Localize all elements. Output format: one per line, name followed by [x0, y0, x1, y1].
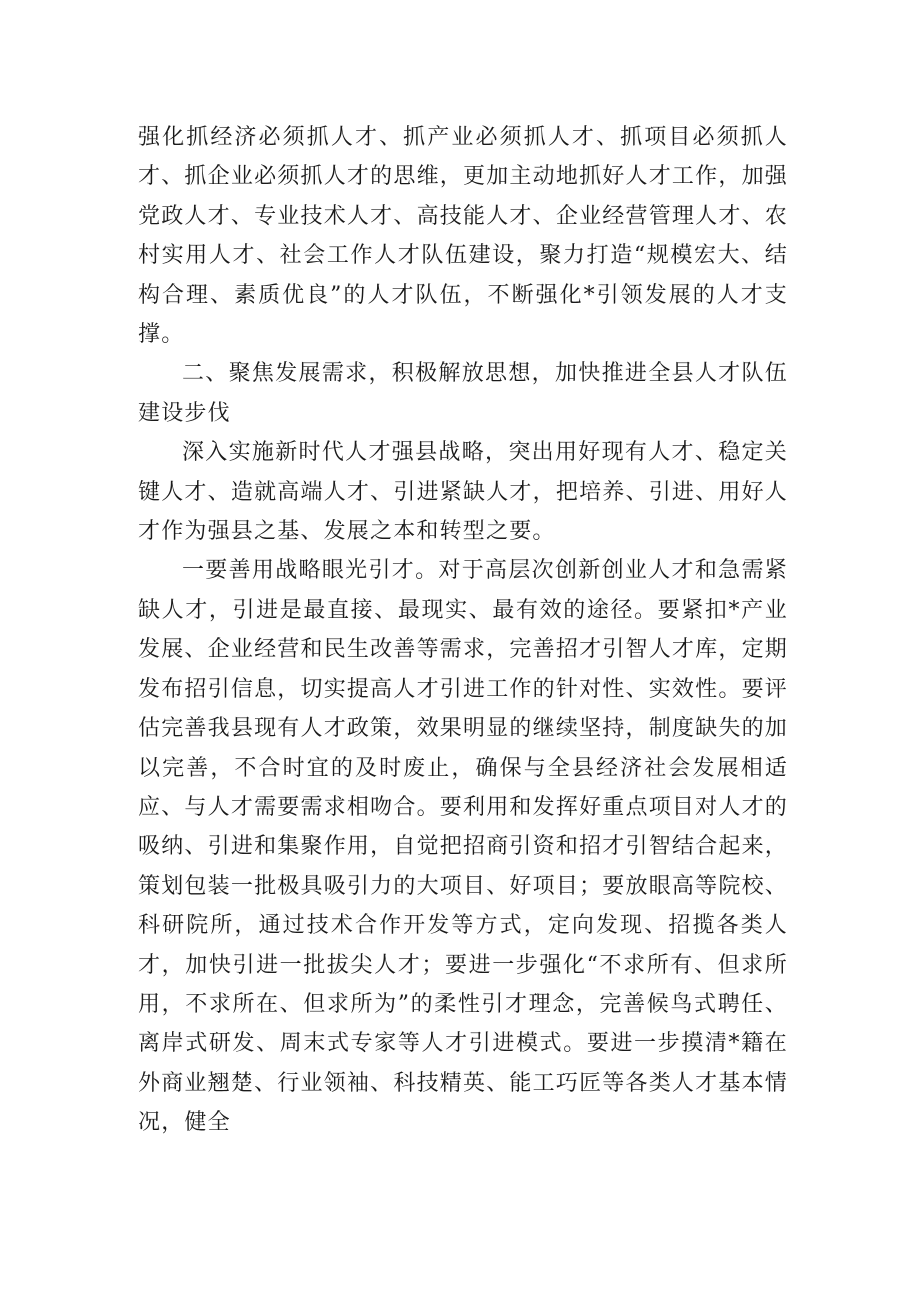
paragraph-recruit-talent: 一要善用战略眼光引才。对于高层次创新创业人才和急需紧缺人才，引进是最直接、最现实、最有效的途径。要紧扣*产业发展、企业经营和民生改善等需求，完善招才引智人才库，定期发布招引信息，切实提高人才引进工作的针对性、实效性。要评估完善我县现有人才政策，效果明显的继续坚持，制度缺失的加以完善，不合时宜的及时废止，确保与全县经济社会发展相适应、与人才需要需求相吻合。要利用和发挥好重点项目对人才的吸纳、引进和集聚作用，自觉把招商引资和招才引智结合起来，策划包装一批极具吸引力的大项目、好项目；要放眼高等院校、科研院所，通过技术合作开发等方式，定向发现、招揽各类人才，加快引进一批拔尖人才；要进一步强化“不求所有、但求所用，不求所在、但求所为”的柔性引才理念，完善候鸟式聘任、离岸式研发、周末式专家等人才引进模式。要进一步摸清*籍在外商业翘楚、行业领袖、科技精英、能工巧匠等各类人才基本情况，健全 [138, 558, 788, 1136]
section-heading-two: 二、聚焦发展需求，积极解放思想，加快推进全县人才队伍建设步伐 [138, 361, 788, 426]
paragraph-talent-thinking: 强化抓经济必须抓人才、抓产业必须抓人才、抓项目必须抓人才、抓企业必须抓人才的思维，更加主动地抓好人才工作，加强党政人才、专业技术人才、高技能人才、企业经营管理人才、农村实用人才、社会工作人才队伍建设，聚力打造“规模宏大、结构合理、素质优良”的人才队伍，不断强化*引领发展的人才支撑。 [138, 125, 788, 348]
paragraph-strategy: 深入实施新时代人才强县战略，突出用好现有人才、稳定关键人才、造就高端人才、引进紧缺人才，把培养、引进、用好人才作为强县之基、发展之本和转型之要。 [138, 440, 788, 545]
document-body [138, 118, 788, 1143]
